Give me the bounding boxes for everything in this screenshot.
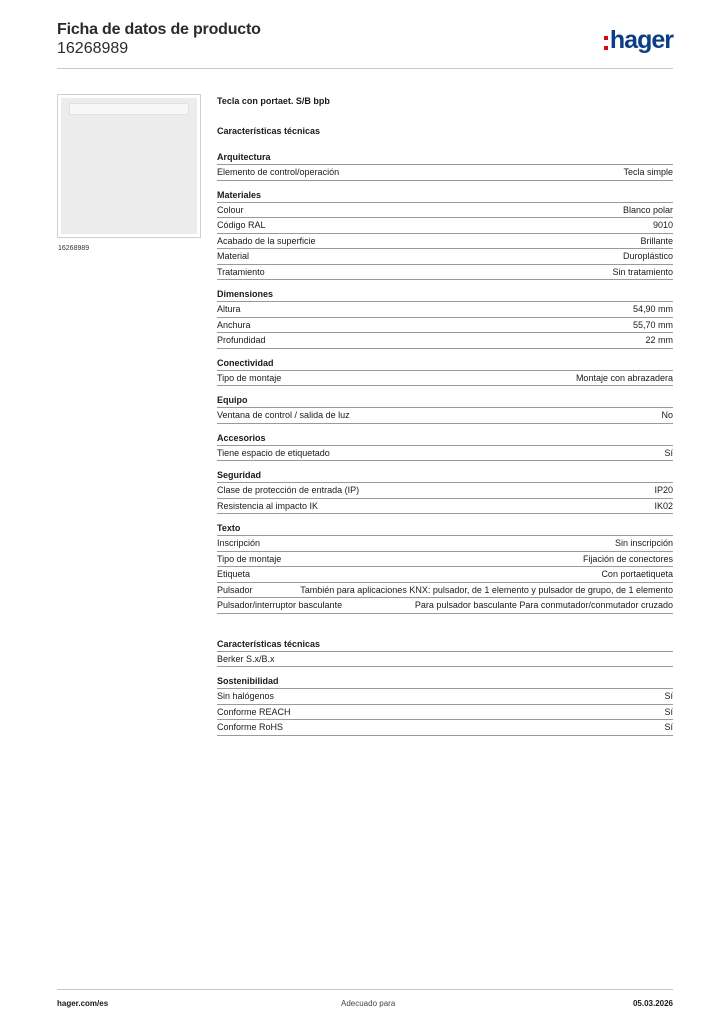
spec-value: Para pulsador basculante Para conmutador/conmutador cruzado — [414, 600, 673, 610]
spec-label: Elemento de control/operación — [217, 167, 340, 177]
spec-row — [217, 446, 673, 462]
section-title: Características técnicas — [217, 639, 673, 652]
spec-value: Montaje con abrazadera — [575, 372, 673, 383]
spec-row — [217, 483, 673, 499]
section-title: Sostenibilidad — [217, 676, 673, 689]
document-number: 16268989 — [57, 40, 129, 57]
spec-row — [217, 552, 673, 568]
spec-label: Profundidad — [217, 335, 266, 345]
section-title: Accesorios — [217, 433, 673, 446]
spec-row — [217, 598, 673, 614]
section-title: Seguridad — [217, 470, 673, 483]
spec-label: Sin halógenos — [217, 691, 275, 701]
spec-section — [217, 152, 673, 181]
spec-value: Tecla simple — [623, 167, 673, 177]
product-image — [57, 94, 201, 238]
spec-row — [217, 408, 673, 424]
spec-row — [217, 265, 673, 281]
spec-row — [217, 218, 673, 234]
spec-value: Blanco polar — [622, 204, 673, 215]
spec-value: 55,70 mm — [632, 319, 673, 330]
switch-plate-image — [61, 98, 197, 234]
page-footer — [57, 989, 673, 1008]
section-gap — [217, 623, 673, 639]
spec-section — [217, 470, 673, 514]
spec-row — [217, 234, 673, 250]
spec-row — [217, 689, 673, 705]
spec-row — [217, 249, 673, 265]
spec-value: Sí — [664, 691, 673, 701]
footer-suitable-for: Adecuado para — [341, 999, 396, 1008]
spec-value: Sí — [664, 706, 673, 717]
spec-label: Ventana de control / salida de luz — [217, 410, 350, 420]
spec-label: Altura — [217, 304, 241, 314]
spec-row — [217, 203, 673, 219]
spec-section — [217, 289, 673, 349]
section-title: Dimensiones — [217, 289, 673, 302]
spec-label: Pulsador/interruptor basculante — [217, 600, 343, 610]
spec-value: 22 mm — [645, 335, 673, 345]
spec-label: Material — [217, 251, 250, 261]
spec-row — [217, 302, 673, 318]
spec-label: Conforme REACH — [217, 706, 291, 717]
footer-date: 05.03.2026 — [632, 999, 673, 1008]
spec-label: Colour — [217, 204, 244, 215]
spec-label: Tratamiento — [217, 266, 265, 277]
spec-label: Pulsador — [217, 584, 253, 595]
spec-label: Resistencia al impacto IK — [217, 500, 319, 511]
footer-website: hager.com/es — [57, 999, 109, 1008]
spec-value: Sí — [664, 447, 673, 458]
spec-row — [217, 720, 673, 736]
spec-label: Tipo de montaje — [217, 372, 282, 383]
spec-sections-extra — [217, 639, 673, 736]
spec-section — [217, 358, 673, 387]
spec-value: Fijación de conectores — [582, 553, 673, 564]
spec-section — [217, 395, 673, 424]
spec-row — [217, 318, 673, 334]
spec-label: Conforme RoHS — [217, 722, 284, 732]
logo-text: hager — [609, 26, 673, 54]
spec-row — [217, 333, 673, 349]
label-holder-strip — [69, 103, 189, 115]
spec-value: 54,90 mm — [632, 304, 673, 314]
spec-row — [217, 705, 673, 721]
spec-value: Sin tratamiento — [612, 266, 673, 277]
spec-section — [217, 639, 673, 668]
spec-section — [217, 433, 673, 462]
spec-section — [217, 523, 673, 614]
spec-value: IK02 — [654, 500, 673, 511]
spec-label: Tiene espacio de etiquetado — [217, 447, 330, 458]
hager-logo — [604, 26, 673, 55]
spec-value: IP20 — [654, 485, 673, 495]
spec-label: Inscripción — [217, 538, 261, 548]
spec-row — [217, 567, 673, 583]
spec-content — [217, 96, 673, 745]
image-caption: 16268989 — [58, 245, 90, 252]
spec-label: Berker S.x/B.x — [217, 653, 275, 664]
spec-row — [217, 652, 673, 668]
spec-row — [217, 165, 673, 181]
spec-value: Brillante — [640, 235, 673, 246]
spec-label: Anchura — [217, 319, 251, 330]
logo-mark-icon — [604, 36, 608, 50]
spec-row — [217, 536, 673, 552]
section-title: Equipo — [217, 395, 673, 408]
spec-value: También para aplicaciones KNX: pulsador, de 1 elemento y pulsador de grupo, de 1 elemento — [300, 584, 673, 595]
section-title: Texto — [217, 523, 673, 536]
section-title: Materiales — [217, 190, 673, 203]
spec-section — [217, 190, 673, 281]
spec-label: Clase de protección de entrada (IP) — [217, 485, 360, 495]
page-header — [57, 21, 673, 69]
spec-sections — [217, 152, 673, 614]
document-title: Ficha de datos de producto — [57, 21, 261, 38]
spec-label: Tipo de montaje — [217, 553, 282, 564]
section-title: Arquitectura — [217, 152, 673, 165]
section-title: Conectividad — [217, 358, 673, 371]
spec-value: Con portaetiqueta — [601, 569, 673, 579]
spec-value: Duroplástico — [622, 251, 673, 261]
product-name: Tecla con portaet. S/B bpb — [217, 96, 330, 106]
spec-label: Código RAL — [217, 220, 266, 230]
spec-row — [217, 583, 673, 599]
spec-section — [217, 676, 673, 736]
spec-label: Etiqueta — [217, 569, 251, 579]
tech-characteristics-heading: Características técnicas — [217, 126, 321, 136]
spec-label: Acabado de la superficie — [217, 235, 316, 246]
spec-value: 9010 — [652, 220, 673, 230]
spec-value: No — [661, 410, 673, 420]
spec-row — [217, 499, 673, 515]
spec-value: Sin inscripción — [614, 538, 673, 548]
spec-row — [217, 371, 673, 387]
spec-value: Sí — [664, 722, 673, 732]
